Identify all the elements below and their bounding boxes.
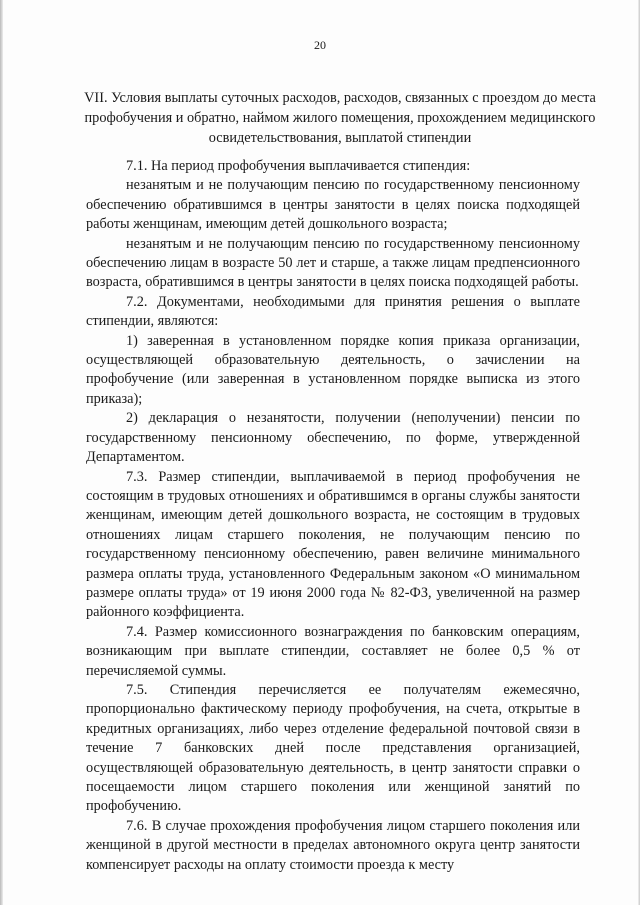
paragraph-7-2-item-2: 2) декларация о незанятости, получении (неполучении) пенсии по государственному пенсионному обеспечению, по форме, утвержденной Департаментом. <box>86 410 580 466</box>
paragraph-7-6: 7.6. В случае прохождения профобучения лицом старшего поколения или женщиной в другой местности в пределах автономного округа центр занятости компенсирует расходы на оплату стоимости проезда к месту <box>86 817 580 873</box>
section-title: VII. Условия выплаты суточных расходов, расходов, связанных с проездом до места профобучения и обратно, наймом жилого помещения, прохождением медицинского освидетельствования, выплатой стипендии <box>84 90 596 146</box>
paragraph-7-1: 7.1. На период профобучения выплачивается стипендия: <box>126 158 471 174</box>
paragraph-7-2-item-1: 1) заверенная в установленном порядке копия приказа организации, осуществляющей образовательную деятельность, о зачислении на профобучение (или заверенная в установленном порядке выписка из этого приказа); <box>86 332 580 407</box>
paragraph-7-1-item-elderly: незанятым и не получающим пенсию по государственному пенсионному обеспечению лицам в возрасте 50 лет и старше, а также лицам предпенсионного возраста, обратившимся в центры занятости в целях поиска подходящей работы. <box>86 235 580 291</box>
paragraph-7-3: 7.3. Размер стипендии, выплачиваемой в период профобучения не состоящим в трудовых отношениях и обратившимся в органы службы занятости женщинам, имеющим детей дошкольного возраста, не состоящим в трудовых отношениях лицам старшего поколения, не получающим пенсию по государственному пенсионному обеспечению, равен величине минимального размера оплаты труда, установленного Федеральным законом «О минимальном размере оплаты труда» от 19 июня 2000 года № 82-ФЗ, увеличенной на размер районного коэффициента. <box>86 468 580 621</box>
document-body <box>86 157 580 875</box>
scan-edge-left <box>0 0 3 905</box>
paragraph-7-4: 7.4. Размер комиссионного вознаграждения по банковским операциям, возникающим при выплате стипендии, составляет не более 0,5 % от перечисляемой суммы. <box>86 623 580 679</box>
page-number: 20 <box>314 38 326 52</box>
paragraph-7-5: 7.5. Стипендия перечисляется ее получателям ежемесячно, пропорционально фактическому периоду профобучения, на счета, открытые в кредитных организациях, либо через отделение федеральной почтовой связи в течение 7 банковских дней после представления организацией, осуществляющей образовательную деятельность, в центр занятости справки о посещаемости лицом старшего поколения или женщиной занятий по профобучению. <box>86 681 580 815</box>
paragraph-7-1-item-women: незанятым и не получающим пенсию по государственному пенсионному обеспечению обратившимся в центры занятости в целях поиска подходящей работы женщинам, имеющим детей дошкольного возраста; <box>86 177 580 233</box>
paragraph-7-2: 7.2. Документами, необходимыми для принятия решения о выплате стипендии, являются: <box>86 293 580 330</box>
